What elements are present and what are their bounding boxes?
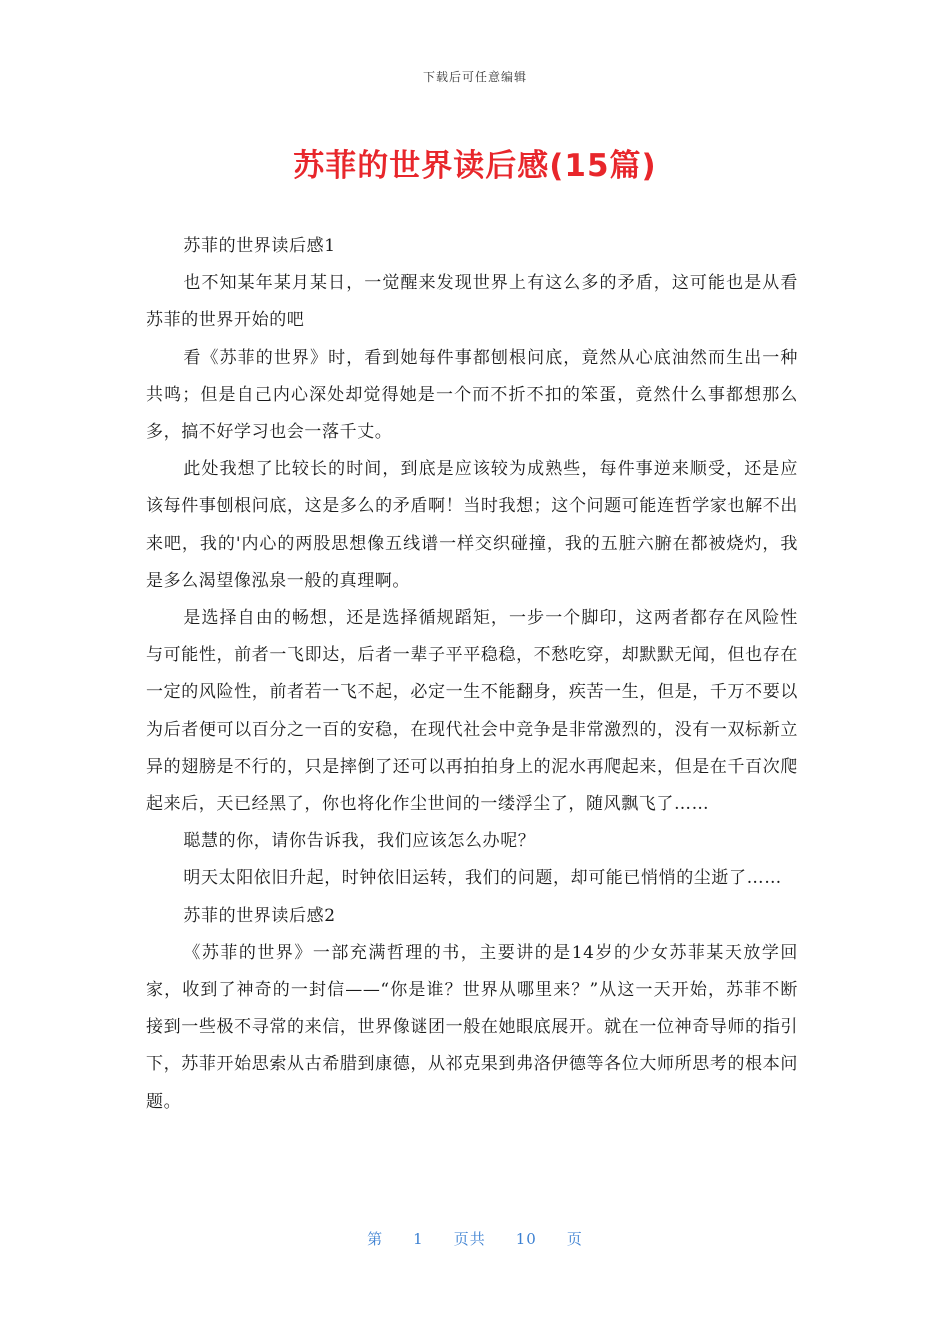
page-footer — [0, 1228, 950, 1249]
paragraph: 是选择自由的畅想，还是选择循规蹈矩，一步一个脚印，这两者都存在风险性与可能性，前者一飞即达，后者一辈子平平稳稳，不愁吃穿，却默默无闻，但也存在一定的风险性，前者若一飞不起，必定一生不能翻身，疾苦一生，但是，千万不要以为后者便可以百分之一百的安稳，在现代社会中竞争是非常激烈的，没有一双标新立异的翅膀是不行的，只是摔倒了还可以再拍拍身上的泥水再爬起来，但是在千百次爬起来后，天已经黑了，你也将化作尘世间的一缕浮尘了，随风飘飞了…… — [146, 608, 798, 815]
page-label-suffix: 页 — [566, 1230, 583, 1248]
document-title: 苏菲的世界读后感(15篇) — [293, 148, 657, 184]
page-header-note: 下载后可任意编辑 — [422, 70, 527, 84]
section-heading: 苏菲的世界读后感1 — [183, 236, 336, 256]
paragraph: 看《苏菲的世界》时，看到她每件事都刨根问底，竟然从心底油然而生出一种共鸣；但是自己内心深处却觉得她是一个而不折不扣的笨蛋，竟然什么事都想那么多，搞不好学习也会一落千丈。 — [146, 347, 798, 443]
page-label-mid: 页共 — [453, 1230, 486, 1248]
paragraph: 《苏菲的世界》一部充满哲理的书，主要讲的是14岁的少女苏菲某天放学回家，收到了神奇的一封信——“你是谁？世界从哪里来？”从这一天开始，苏菲不断接到一些极不寻常的来信，世界像谜团一般在她眼底展开。就在一位神奇导师的指引下，苏菲开始思索从古希腊到康德，从祁克果到弗洛伊德等各位大师所思考的根本问题。 — [146, 942, 798, 1112]
paragraph: 也不知某年某月某日，一觉醒来发现世界上有这么多的矛盾，这可能也是从看苏菲的世界开始的吧 — [146, 273, 798, 331]
section-heading: 苏菲的世界读后感2 — [183, 905, 336, 926]
paragraph: 聪慧的你，请你告诉我，我们应该怎么办呢？ — [183, 831, 536, 852]
paragraph: 明天太阳依旧升起，时钟依旧运转，我们的问题，却可能已悄悄的尘逝了…… — [183, 868, 782, 889]
page-label-prefix: 第 — [367, 1230, 384, 1248]
document-body — [146, 228, 798, 1121]
paragraph: 此处我想了比较长的时间，到底是应该较为成熟些，每件事逆来顺受，还是应该每件事刨根问底，这是多么的矛盾啊！当时我想；这个问题可能连哲学家也解不出来吧，我的'内心的两股思想像五线谱一样交织碰撞，我的五脏六腑在都被烧灼，我是多么渴望像泓泉一般的真理啊。 — [146, 459, 798, 591]
page-total-number: 10 — [515, 1230, 537, 1248]
page-current-number: 1 — [413, 1230, 424, 1248]
